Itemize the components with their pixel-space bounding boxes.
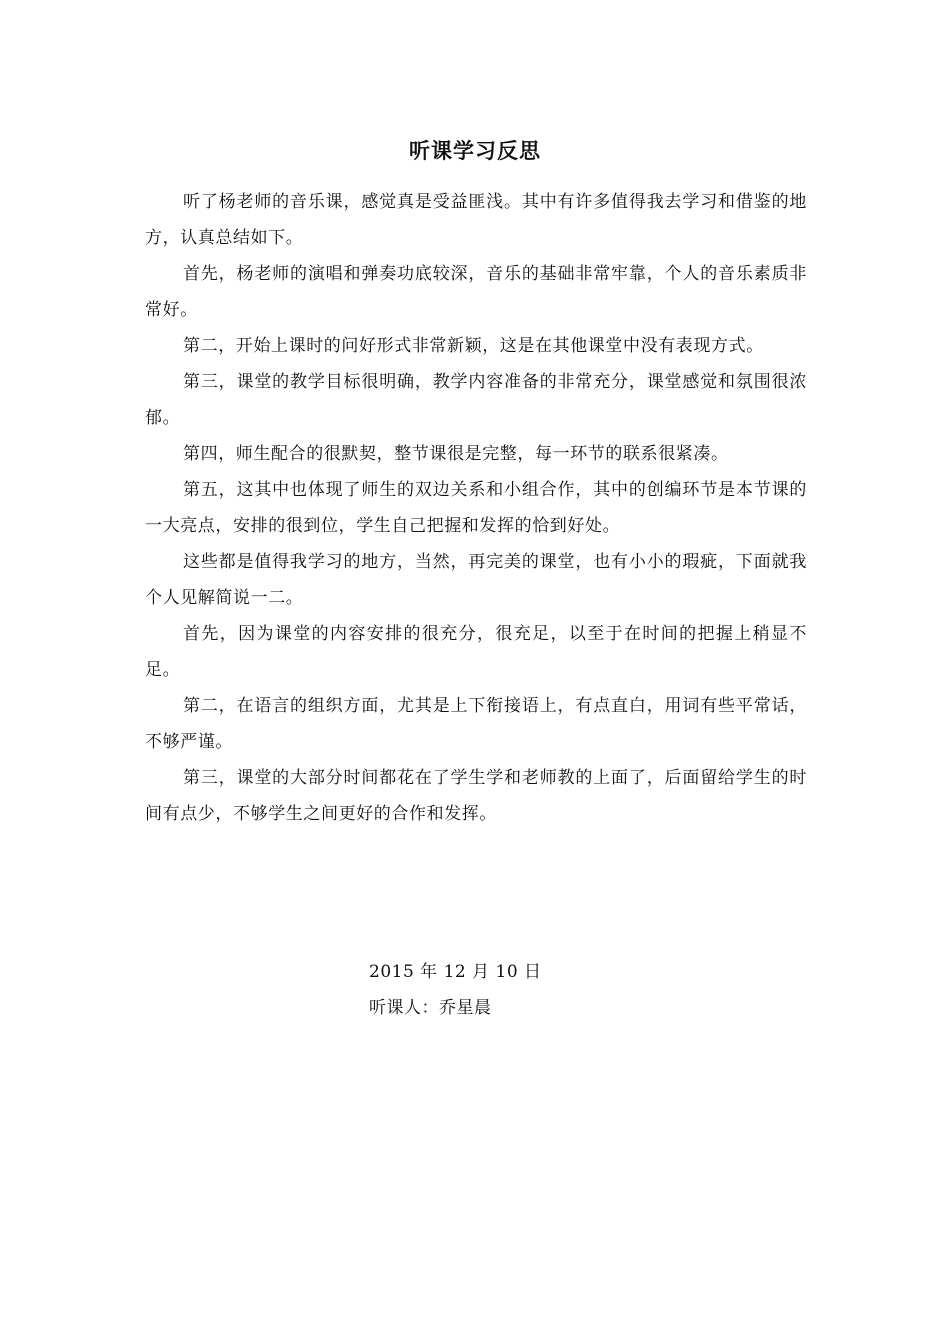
signature-date: 2015 年 12 月 10 日 — [369, 962, 542, 982]
paragraph-weakness-3: 第三，课堂的大部分时间都花在了学生学和老师教的上面了，后面留给学生的时间有点少，不够学生之间更好的合作和发挥。 — [145, 768, 807, 824]
paragraph-strength-2: 第二，开始上课时的问好形式非常新颖，这是在其他课堂中没有表现方式。 — [183, 336, 764, 356]
paragraph-intro: 听了杨老师的音乐课，感觉真是受益匪浅。其中有许多值得我去学习和借鉴的地方，认真总结如下。 — [145, 192, 807, 248]
signature-block — [369, 954, 669, 1026]
paragraph-strength-3: 第三，课堂的教学目标很明确，教学内容准备的非常充分，课堂感觉和氛围很浓郁。 — [145, 372, 807, 428]
document-title: 听课学习反思 — [409, 139, 541, 163]
paragraph-weakness-2: 第二，在语言的组织方面，尤其是上下衔接语上，有点直白，用词有些平常话，不够严谨。 — [145, 696, 807, 752]
document-body — [145, 184, 807, 832]
paragraph-strength-1: 首先，杨老师的演唱和弹奏功底较深，音乐的基础非常牢靠，个人的音乐素质非常好。 — [145, 264, 807, 320]
paragraph-strength-4: 第四，师生配合的很默契，整节课很是完整，每一环节的联系很紧凑。 — [183, 444, 729, 464]
signature-listener: 听课人：乔星晨 — [369, 998, 492, 1018]
paragraph-transition: 这些都是值得我学习的地方，当然，再完美的课堂，也有小小的瑕疵，下面就我个人见解简说一二。 — [145, 552, 807, 608]
paragraph-strength-5: 第五，这其中也体现了师生的双边关系和小组合作，其中的创编环节是本节课的一大亮点，安排的很到位，学生自己把握和发挥的恰到好处。 — [145, 480, 807, 536]
paragraph-weakness-1: 首先，因为课堂的内容安排的很充分，很充足，以至于在时间的把握上稍显不足。 — [145, 624, 807, 680]
